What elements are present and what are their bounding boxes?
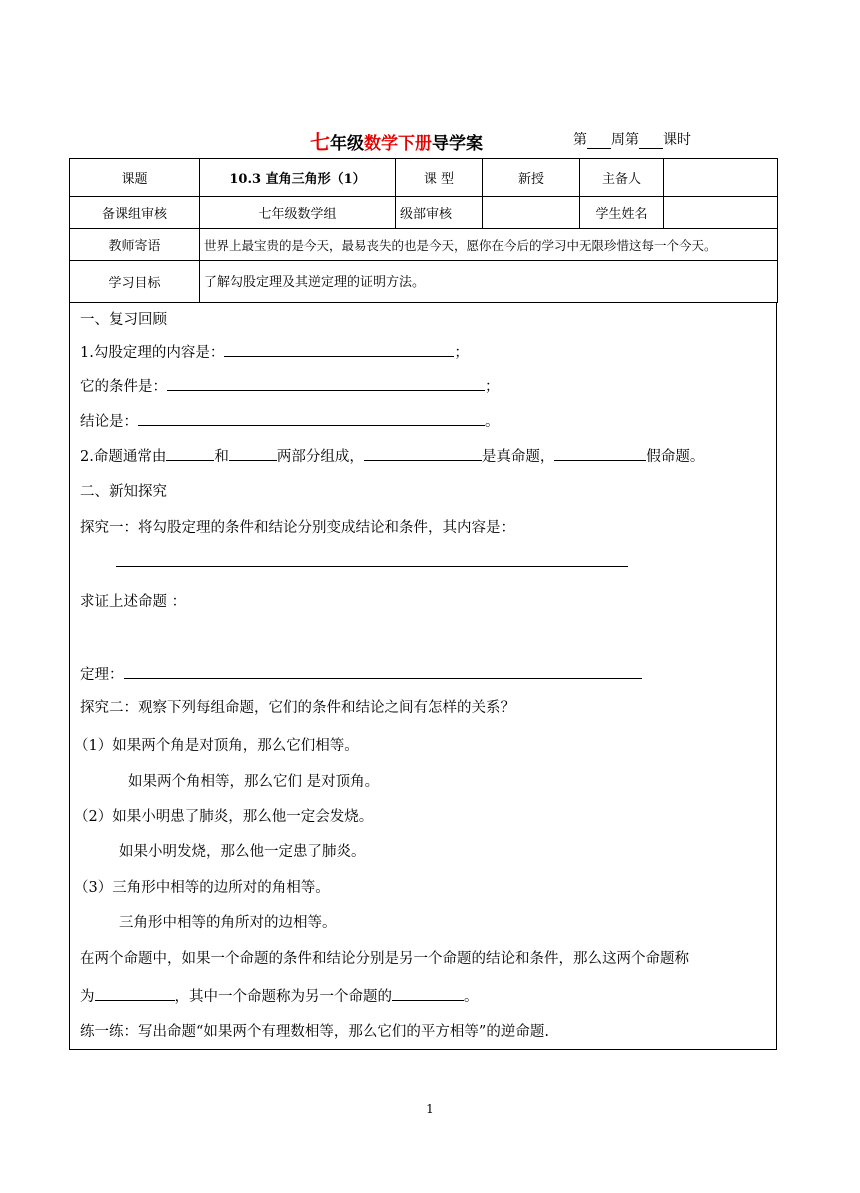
proposition-3b: 三角形中相等的角所对的边相等。 xyxy=(119,915,337,931)
definition-line-1: 在两个命题中，如果一个命题的条件和结论分别是另一个命题的结论和条件，那么这两个命题称 xyxy=(80,951,689,967)
teacher-message-label: 教师寄语 xyxy=(70,229,200,261)
q2-part2: 和 xyxy=(214,449,229,465)
week-blank[interactable] xyxy=(587,134,611,149)
title-subject: 数学下册 xyxy=(364,134,432,154)
proposition-2a: （2）如果小明患了肺炎，那么他一定会发烧。 xyxy=(74,809,374,825)
practice-text: 练一练：写出命题“如果两个有理数相等，那么它们的平方相等”的逆命题. xyxy=(80,1024,549,1040)
theorem-label: 定理： xyxy=(80,667,124,683)
definition-line-2 xyxy=(80,984,479,1006)
week-label-3: 课时 xyxy=(663,132,691,148)
question-1-condition xyxy=(80,374,500,396)
prove-text: 求证上述命题 ： xyxy=(80,594,187,610)
student-name-value[interactable] xyxy=(664,197,778,229)
q1-text: 1.勾股定理的内容是： xyxy=(80,345,225,361)
title-grade-suffix: 年级 xyxy=(330,134,364,154)
q2-blank-2[interactable] xyxy=(229,444,277,461)
q2-part4: 是真命题， xyxy=(481,449,555,465)
type-value: 新授 xyxy=(483,159,580,197)
info-row-goal xyxy=(70,261,778,303)
type-label: 课 型 xyxy=(396,159,483,197)
dept-review-label: 级部审核 xyxy=(396,197,483,229)
group-review-label: 备课组审核 xyxy=(70,197,200,229)
section-review-heading: 一、复习回顾 xyxy=(80,312,167,328)
q1-condition-blank[interactable] xyxy=(167,374,485,391)
explore-2-text: 探究二：观察下列每组命题，它们的条件和结论之间有怎样的关系？ xyxy=(80,700,515,716)
q1-conclusion-end: 。 xyxy=(485,414,500,430)
proposition-2b: 如果小明发烧，那么他一定患了肺炎。 xyxy=(119,844,366,860)
q1-conclusion-blank[interactable] xyxy=(138,409,485,426)
info-row-review xyxy=(70,197,778,229)
topic-label: 课题 xyxy=(70,159,200,197)
q2-blank-4[interactable] xyxy=(554,444,646,461)
proposition-1b: 如果两个角相等，那么它们 是对顶角。 xyxy=(128,774,380,790)
teacher-message-value: 世界上最宝贵的是今天，最易丧失的也是今天，愿你在今后的学习中无限珍惜这每一个今天。 xyxy=(200,229,778,261)
topic-value: 10.3 直角三角形（1） xyxy=(200,159,396,197)
week-label-1: 第 xyxy=(573,132,587,148)
group-review-value: 七年级数学组 xyxy=(200,197,396,229)
converse-proposition-blank[interactable] xyxy=(392,984,464,1001)
page-number: 1 xyxy=(426,1102,434,1116)
q1-condition-label: 它的条件是： xyxy=(80,379,167,395)
proposition-3a: （3）三角形中相等的边所对的角相等。 xyxy=(74,880,330,896)
document-title xyxy=(310,126,483,155)
question-1-content xyxy=(80,340,469,362)
explore-1-answer-blank[interactable] xyxy=(116,550,628,567)
question-2 xyxy=(80,444,704,466)
info-row-topic xyxy=(70,159,778,197)
preparer-value[interactable] xyxy=(664,159,778,197)
explore-1-text: 探究一：将勾股定理的条件和结论分别变成结论和条件，其内容是： xyxy=(80,520,515,536)
title-grade-number: 七 xyxy=(310,130,330,154)
question-1-conclusion xyxy=(80,409,500,431)
def-line2-b: ，其中一个命题称为另一个命题的 xyxy=(174,989,392,1005)
def-line2-c: 。 xyxy=(464,989,479,1005)
explore-1-answer-line xyxy=(116,550,628,571)
q2-blank-1[interactable] xyxy=(166,444,214,461)
section-explore-heading: 二、新知探究 xyxy=(80,484,167,500)
goal-label: 学习目标 xyxy=(70,261,200,303)
converse-propositions-blank[interactable] xyxy=(95,984,175,1001)
q1-conclusion-label: 结论是： xyxy=(80,414,138,430)
student-name-label: 学生姓名 xyxy=(580,197,664,229)
title-type: 导学案 xyxy=(432,134,483,154)
theorem-blank[interactable] xyxy=(124,662,642,679)
q1-condition-end: ； xyxy=(485,379,500,395)
q2-part5: 假命题。 xyxy=(646,449,705,465)
preparer-label: 主备人 xyxy=(580,159,664,197)
dept-review-value[interactable] xyxy=(483,197,580,229)
info-table xyxy=(69,158,778,303)
goal-value: 了解勾股定理及其逆定理的证明方法。 xyxy=(200,261,778,303)
week-lesson-line xyxy=(573,129,691,149)
worksheet-body xyxy=(69,302,777,1050)
lesson-blank[interactable] xyxy=(639,134,663,149)
q2-part1: 2.命题通常由 xyxy=(80,449,167,465)
proposition-1a: （1）如果两个角是对顶角，那么它们相等。 xyxy=(74,738,359,754)
q1-answer-blank[interactable] xyxy=(224,340,454,357)
def-line2-a: 为 xyxy=(80,989,95,1005)
week-label-2: 周第 xyxy=(611,132,639,148)
page-header xyxy=(0,126,860,152)
q2-part3: 两部分组成， xyxy=(276,449,364,465)
q1-end: ； xyxy=(454,345,469,361)
q2-blank-3[interactable] xyxy=(364,444,482,461)
info-row-message xyxy=(70,229,778,261)
theorem-line xyxy=(80,662,642,684)
